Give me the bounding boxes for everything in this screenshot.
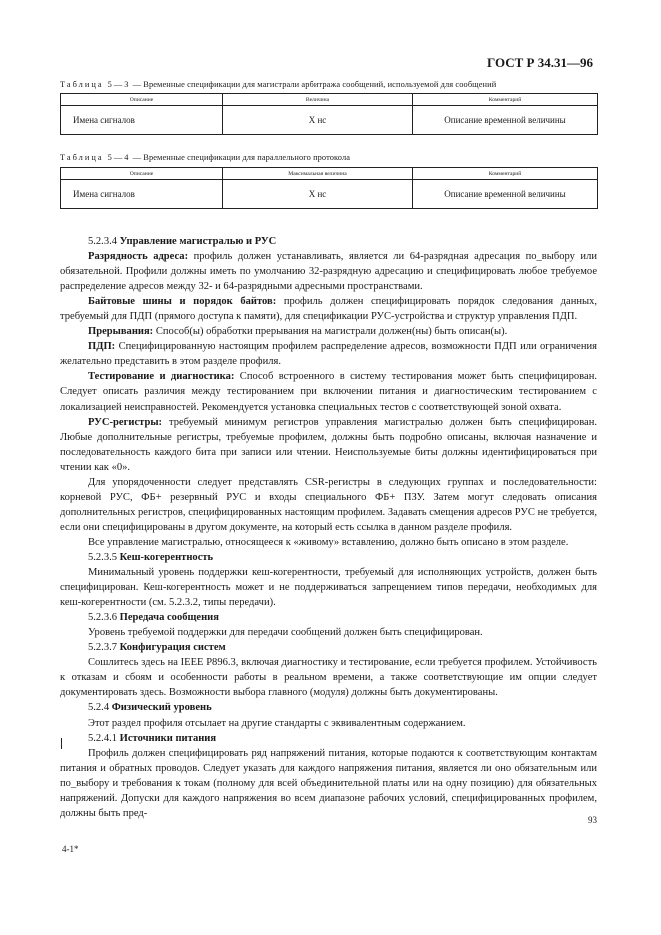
table-cell: Описание временной величины	[413, 180, 598, 209]
section-title: Управление магистралью и РУС	[119, 236, 277, 247]
table-header-cell: Величина	[223, 94, 413, 106]
paragraph-cache-coherence: Минимальный уровень поддержки кеш-когерентности, требуемый для исполняющих устройств, должен быть специфицирован. Кеш-когерентность может и не поддерживаться запрещением типов передачи, необходимых для кеш-когерентности (см. 5.2.3.2, типы передачи).	[60, 567, 597, 609]
standard-header: ГОСТ Р 34.31—96	[487, 55, 593, 70]
table-cell: Имена сигналов	[61, 106, 223, 135]
term: Тестирование и диагностика:	[88, 371, 235, 383]
term: Байтовые шины и порядок байтов:	[88, 296, 277, 308]
section-number: 5.2.3.5	[88, 551, 118, 563]
paragraph-interrupts	[60, 324, 597, 339]
table-header-cell: Максимальная величина	[223, 168, 413, 180]
section-number: 5.2.4.1	[88, 732, 118, 744]
section-title: Конфигурация систем	[119, 642, 226, 654]
paragraph-text: профиль должен специфицировать порядок следования данных, требуемый для ПДП (прямого доступа к памяти), для спецификации РУС-устройства и структур управления ПДП.	[60, 296, 597, 323]
term: ПДП:	[88, 341, 116, 353]
paragraph-csr-registers	[60, 415, 597, 475]
paragraph-message-passing: Уровень требуемой поддержки для передачи сообщений должен быть специфицирован.	[88, 627, 483, 639]
paragraph-address-width	[60, 249, 597, 294]
table-header-row	[61, 94, 598, 106]
paragraph-dma	[60, 339, 597, 369]
section-title: Передача сообщения	[119, 612, 219, 624]
paragraph-byte-lanes	[60, 294, 597, 324]
revision-bar	[61, 738, 62, 749]
table-header-cell: Описание	[61, 94, 223, 106]
table-cell: Описание временной величины	[413, 106, 598, 135]
section-number: 5.2.3.6	[88, 612, 118, 624]
table-5-3-label: Таблица 5—3	[60, 80, 131, 89]
table-5-3-caption-text: — Временные спецификации для магистрали арбитража сообщений, используемой для сообщений	[130, 80, 497, 89]
section-title: Источники питания	[119, 732, 217, 744]
paragraph-text: Способ(ы) обработки прерывания на магистрали должен(ны) быть описан(ы).	[153, 326, 508, 338]
table-5-3	[60, 93, 598, 135]
table-5-4	[60, 167, 598, 209]
table-row	[61, 180, 598, 209]
table-row	[61, 106, 598, 135]
paragraph-live-insertion: Все управление магистралью, относящееся к «живому» вставлению, должно быть описано в этом разделе.	[88, 536, 569, 548]
table-5-4-label: Таблица 5—4	[60, 153, 131, 162]
term: РУС-регистры:	[88, 416, 163, 428]
section-title: Кеш-когерентность	[119, 551, 214, 563]
table-header-cell: Комментарий	[413, 168, 598, 180]
paragraph-text: требуемый минимум регистров управления магистралью должен быть специфицирован. Любые дополнительные регистры, требуемые профилем, должны быть подробно описаны, включая назначение и последовательность каждого бита при записи или чтении. Неиспользуемые биты должны идентифицироваться при чтении как «0».	[60, 416, 597, 473]
section-number: 5.2.4	[88, 702, 110, 714]
signature-mark: 4-1*	[62, 844, 79, 854]
section-heading-5-2-4	[60, 700, 597, 715]
paragraph-physical-layer: Этот раздел профиля отсылает на другие стандарты с эквивалентным содержанием.	[88, 717, 466, 729]
table-header-row	[61, 168, 598, 180]
paragraph-power-supplies: Профиль должен специфицировать ряд напряжений питания, которые подаются к соответствующим контактам питания и обратных проводов. Следует указать для каждого напряжения питания, является ли оно обязательным или по_выбору и требования к токам (полному для всей объединительной платы или на одну позицию) для обязательных напряжений. Допуски для каждого напряжения во всем диапазоне рабочих условий, специфицированных профилем, должны быть пред-	[60, 747, 597, 819]
table-5-4-caption-text: — Временные спецификации для параллельного протокола	[130, 153, 351, 162]
term: Прерывания:	[88, 326, 154, 338]
table-cell: X нс	[223, 106, 413, 135]
table-header-cell: Описание	[61, 168, 223, 180]
term: Разрядность адреса:	[88, 251, 189, 263]
section-number: 5.2.3.7	[88, 642, 118, 654]
table-5-3-caption	[60, 80, 496, 89]
section-heading-5-2-3-6	[60, 610, 597, 625]
section-number: 5.2.3.4	[88, 236, 118, 247]
table-cell: X нс	[223, 180, 413, 209]
section-heading-5-2-3-4	[60, 234, 597, 249]
paragraph-testing	[60, 369, 597, 414]
table-cell: Имена сигналов	[61, 180, 223, 209]
body-text	[60, 234, 597, 821]
paragraph-text: Способ встроенного в систему тестирования может быть специфицирован. Следует описать различия между тестированием при включении питания и диагностическим тестированием с локализацией неисправностей. Рекомендуется установка специальных тестов с соответствующей зоной охвата.	[60, 371, 597, 413]
section-heading-5-2-4-1	[60, 731, 597, 746]
page-number: 93	[588, 815, 597, 825]
paragraph-text: Специфицированную настоящим профилем распределение адресов, возможности ПДП или ограничения желательно представить в этом разделе профиля.	[60, 341, 597, 368]
section-title: Физический уровень	[111, 702, 212, 714]
paragraph-csr-order: Для упорядоченности следует представлять CSR-регистры в следующих группах и последовательности: корневой РУС, ФБ+ резервный РУС и входы специального ФБ+ ПЗУ. Затем могут следовать описания дополнительных регистров, специфицированных настоящим профилем. Задавать смещения адресов РУС не требуется, если они специфицированы в другом документе, на который есть ссылка в данном разделе профиля.	[60, 476, 597, 533]
table-5-4-caption	[60, 153, 350, 162]
section-heading-5-2-3-7	[60, 640, 597, 655]
section-heading-5-2-3-5	[60, 550, 597, 565]
paragraph-text: профиль должен устанавливать, является ли 64-разрядная адресация по_выбору или обязательной. Профили должны иметь по умолчанию 32-разрядную адресацию и специфицировать любое требуемое распределение адресов между 32- и 64-разрядными адресными пространствами.	[60, 251, 597, 293]
paragraph-system-configuration: Сошлитесь здесь на IEEE P896.3, включая диагностику и тестирование, если требуется профилем. Устойчивость к отказам и сбоям и особенности работы в реальном времени, а также соответствующие им опции следует документировать здесь. Возможности выбора главного (модуля) должны быть документированы.	[60, 657, 597, 699]
table-header-cell: Комментарий	[413, 94, 598, 106]
